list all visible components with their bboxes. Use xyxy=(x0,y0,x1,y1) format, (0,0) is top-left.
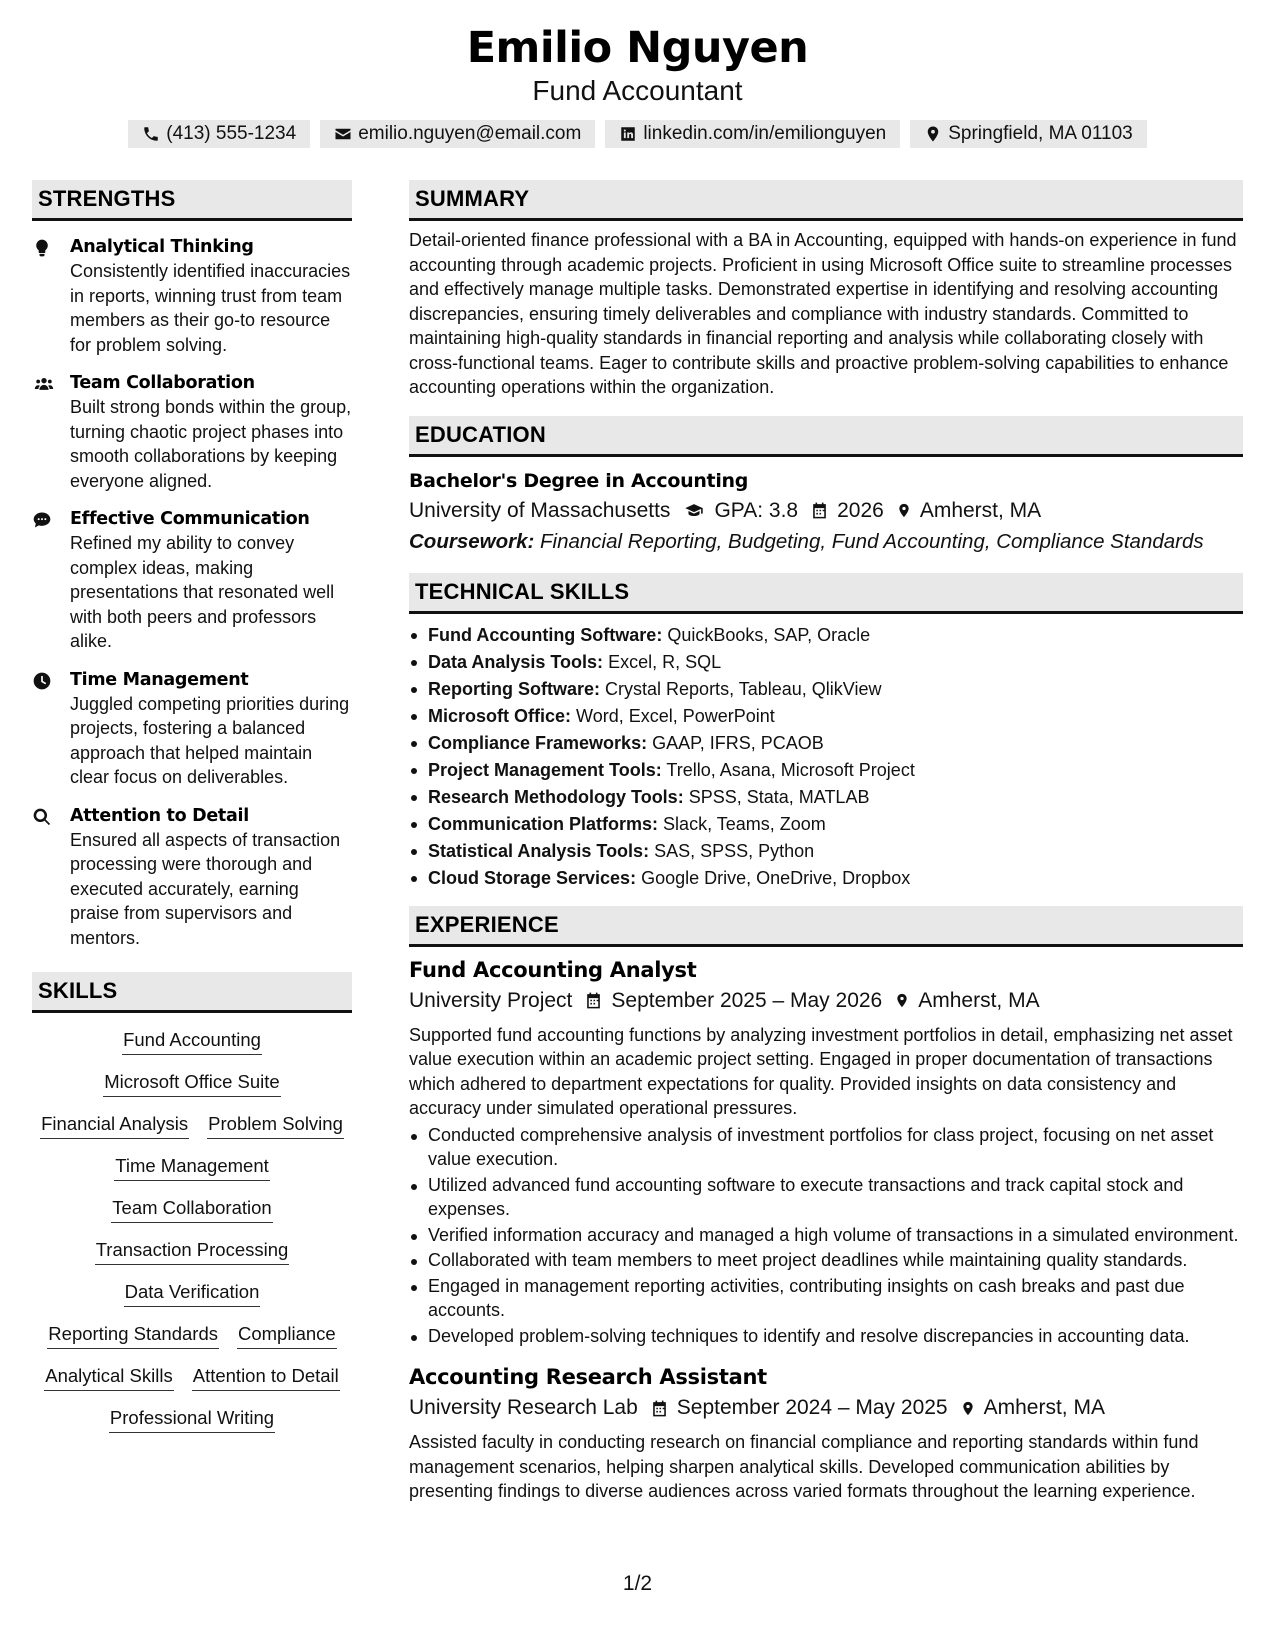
education-location: Amherst, MA xyxy=(919,498,1042,522)
skill-tag: Financial Analysis xyxy=(40,1111,189,1139)
skill-tag: Problem Solving xyxy=(207,1111,344,1139)
tech-skill-label: Research Methodology Tools: xyxy=(428,786,684,807)
skill-tag: Microsoft Office Suite xyxy=(103,1069,280,1097)
skill-tag: Analytical Skills xyxy=(44,1363,174,1391)
tech-skill-label: Data Analysis Tools: xyxy=(428,651,604,672)
skills-heading: SKILLS xyxy=(32,972,352,1013)
skill-tag: Data Verification xyxy=(124,1279,261,1307)
job-bullets xyxy=(409,1123,1243,1349)
coursework xyxy=(409,527,1243,557)
job-bullet: Conducted comprehensive analysis of investment portfolios for class project, focusing on net asset value execution. xyxy=(409,1123,1243,1172)
strength-title: Team Collaboration xyxy=(70,373,255,393)
contact-linkedin-text: linkedin.com/in/emilionguyen xyxy=(643,123,887,144)
map-pin-icon xyxy=(924,125,942,143)
job-description: Supported fund accounting functions by analyzing investment portfolios in detail, emphasizing net asset value execution within an academic project setting. Engaged in proper documentation of transactions which adhered to department expectations for quality. Provided insights on data consistency and accuracy under simulated operational pressures. xyxy=(409,1024,1233,1118)
job-meta xyxy=(409,985,1243,1017)
tech-skill-item xyxy=(409,865,1243,892)
chat-bubble-icon xyxy=(32,510,52,530)
strength-item xyxy=(32,668,352,790)
tech-skill-value: QuickBooks, SAP, Oracle xyxy=(667,624,871,645)
calendar-icon xyxy=(584,991,603,1010)
skill-tag: Compliance xyxy=(237,1321,337,1349)
map-pin-icon xyxy=(896,501,912,520)
gpa: GPA: 3.8 xyxy=(714,498,799,522)
strength-desc: Refined my ability to convey complex ideas, making presentations that resonated well with both peers and professors alike. xyxy=(70,533,335,651)
job-organization: University Research Lab xyxy=(409,1396,638,1419)
graduation-year: 2026 xyxy=(837,498,884,522)
tech-skill-label: Statistical Analysis Tools: xyxy=(428,840,650,861)
job-position: Fund Accounting Analyst xyxy=(409,957,697,982)
resume-header xyxy=(0,22,1275,148)
strength-desc: Built strong bonds within the group, turning chaotic project phases into smooth collaborations by keeping everyone aligned. xyxy=(70,397,352,491)
strength-item xyxy=(32,804,352,951)
job-description: Assisted faculty in conducting research on financial compliance and reporting standards within fund management scenarios, helping sharpen analytical skills. Developed communication abilities by presenting findings to diverse audiences across varied formats throughout the learning experience. xyxy=(409,1432,1199,1501)
technical-skills-heading: TECHNICAL SKILLS xyxy=(409,573,1243,614)
job-organization: University Project xyxy=(409,988,573,1012)
job-title: Fund Accountant xyxy=(532,75,743,106)
clock-icon xyxy=(32,671,52,691)
tech-skill-label: Compliance Frameworks: xyxy=(428,732,648,753)
job-bullet: Developed problem-solving techniques to identify and resolve discrepancies in accounting data. xyxy=(409,1324,1243,1349)
contact-phone xyxy=(128,120,310,148)
tech-skill-item xyxy=(409,811,1243,838)
contact-email-text: emilio.nguyen@email.com xyxy=(358,123,582,144)
experience-heading: EXPERIENCE xyxy=(409,906,1243,947)
job-position: Accounting Research Assistant xyxy=(409,1365,767,1389)
strength-desc: Juggled competing priorities during projects, fostering a balanced approach that helped maintain clear focus on deliverables. xyxy=(70,693,350,787)
technical-skills-list xyxy=(409,622,1243,892)
job-location: Amherst, MA xyxy=(918,988,1040,1012)
tech-skill-value: SAS, SPSS, Python xyxy=(654,840,815,861)
job-location: Amherst, MA xyxy=(983,1396,1105,1419)
skill-tag: Transaction Processing xyxy=(95,1237,290,1265)
tech-skill-item xyxy=(409,649,1243,676)
skill-tag: Time Management xyxy=(114,1153,270,1181)
tech-skill-value: Excel, R, SQL xyxy=(608,651,722,672)
school-name: University of Massachusetts xyxy=(409,498,671,522)
tech-skill-value: Crystal Reports, Tableau, QlikView xyxy=(605,678,882,699)
linkedin-icon xyxy=(619,125,637,143)
tech-skill-label: Project Management Tools: xyxy=(428,759,662,780)
education-heading: EDUCATION xyxy=(409,416,1243,457)
tech-skill-value: Google Drive, OneDrive, Dropbox xyxy=(641,867,911,888)
job-dates: September 2024 – May 2025 xyxy=(676,1396,948,1419)
education-entry xyxy=(409,467,1243,557)
tech-skill-label: Cloud Storage Services: xyxy=(428,867,637,888)
contact-bar xyxy=(0,120,1275,148)
strength-item xyxy=(32,371,352,493)
tech-skill-item xyxy=(409,676,1243,703)
job-bullet: Collaborated with team members to meet project deadlines while maintaining quality standards. xyxy=(409,1248,1243,1273)
strengths-heading: STRENGTHS xyxy=(32,180,352,221)
graduation-cap-icon xyxy=(682,501,706,520)
tech-skill-value: Trello, Asana, Microsoft Project xyxy=(666,759,915,780)
job-dates: September 2025 – May 2026 xyxy=(611,988,883,1012)
strength-item xyxy=(32,235,352,357)
strength-desc: Ensured all aspects of transaction processing were thorough and executed accurately, earning praise from supervisors and mentors. xyxy=(70,829,341,948)
map-pin-icon xyxy=(894,991,910,1010)
map-pin-icon xyxy=(960,1399,976,1418)
strength-title: Time Management xyxy=(70,669,249,690)
candidate-name: Emilio Nguyen xyxy=(466,23,809,73)
skill-tag: Reporting Standards xyxy=(47,1321,219,1349)
coursework-list: Financial Reporting, Budgeting, Fund Accounting, Compliance Standards xyxy=(540,529,1204,553)
magnifier-icon xyxy=(32,807,52,827)
contact-location xyxy=(910,120,1147,148)
tech-skill-item xyxy=(409,622,1243,649)
skill-tag: Professional Writing xyxy=(109,1405,275,1433)
tech-skill-label: Reporting Software: xyxy=(428,678,601,699)
tech-skill-label: Fund Accounting Software: xyxy=(428,624,663,645)
tech-skill-value: SPSS, Stata, MATLAB xyxy=(688,786,870,807)
strength-title: Effective Communication xyxy=(70,509,310,529)
contact-phone-text: (413) 555-1234 xyxy=(166,123,297,144)
tech-skill-item xyxy=(409,784,1243,811)
strength-item xyxy=(32,507,352,654)
skill-tag: Team Collaboration xyxy=(111,1195,272,1223)
job-meta xyxy=(409,1392,1243,1424)
calendar-icon xyxy=(650,1399,669,1418)
contact-email[interactable] xyxy=(320,120,595,148)
users-icon xyxy=(32,374,56,394)
tech-skill-value: GAAP, IFRS, PCAOB xyxy=(652,732,824,753)
strength-title: Attention to Detail xyxy=(70,805,249,826)
skill-tag: Attention to Detail xyxy=(192,1363,340,1391)
education-meta xyxy=(409,495,1243,527)
strength-desc: Consistently identified inaccuracies in reports, winning trust from team members as their go-to resource for problem solving. xyxy=(70,261,351,355)
tech-skill-label: Communication Platforms: xyxy=(428,813,659,834)
summary-text: Detail-oriented finance professional with a BA in Accounting, equipped with hands-on experience in fund accounting through academic projects. Proficient in using Microsoft Office suite to streamline processes and effectively manage multiple tasks. Demonstrated expertise in identifying and resolving accounting discrepancies, ensuring timely deliverables and compliance with industry standards. Committed to maintaining high-quality standards in financial reporting and analysis while collaborating closely with cross-functional teams. Eager to contribute skills and proactive problem-solving capabilities to enhance accounting operations within the organization. xyxy=(409,230,1237,397)
left-column xyxy=(32,180,352,1433)
job-bullet: Engaged in management reporting activities, contributing insights on cash breaks and past due accounts. xyxy=(409,1274,1243,1323)
coursework-label: Coursework: xyxy=(409,529,535,553)
contact-location-text: Springfield, MA 01103 xyxy=(948,123,1133,144)
tech-skill-value: Word, Excel, PowerPoint xyxy=(576,705,775,726)
strength-title: Analytical Thinking xyxy=(70,237,254,257)
skill-tag: Fund Accounting xyxy=(122,1027,262,1055)
tech-skill-item xyxy=(409,730,1243,757)
tech-skill-value: Slack, Teams, Zoom xyxy=(663,813,826,834)
tech-skill-item xyxy=(409,703,1243,730)
calendar-icon xyxy=(810,501,829,520)
experience-entry xyxy=(409,955,1243,1349)
contact-linkedin[interactable] xyxy=(605,120,900,148)
degree-title: Bachelor's Degree in Accounting xyxy=(409,469,749,492)
job-bullet: Verified information accuracy and managed a high volume of transactions in a simulated environment. xyxy=(409,1223,1243,1248)
tech-skill-label: Microsoft Office: xyxy=(428,705,572,726)
summary-heading: SUMMARY xyxy=(409,180,1243,221)
page-number: 1/2 xyxy=(622,1572,653,1595)
job-bullet: Utilized advanced fund accounting software to execute transactions and track capital stock and expenses. xyxy=(409,1173,1243,1222)
right-column xyxy=(409,180,1243,1504)
lightbulb-icon xyxy=(32,238,52,258)
skills-list xyxy=(32,1027,352,1433)
tech-skill-item xyxy=(409,838,1243,865)
experience-entry xyxy=(409,1362,1243,1504)
phone-icon xyxy=(142,125,160,143)
tech-skill-item xyxy=(409,757,1243,784)
envelope-icon xyxy=(334,125,352,143)
